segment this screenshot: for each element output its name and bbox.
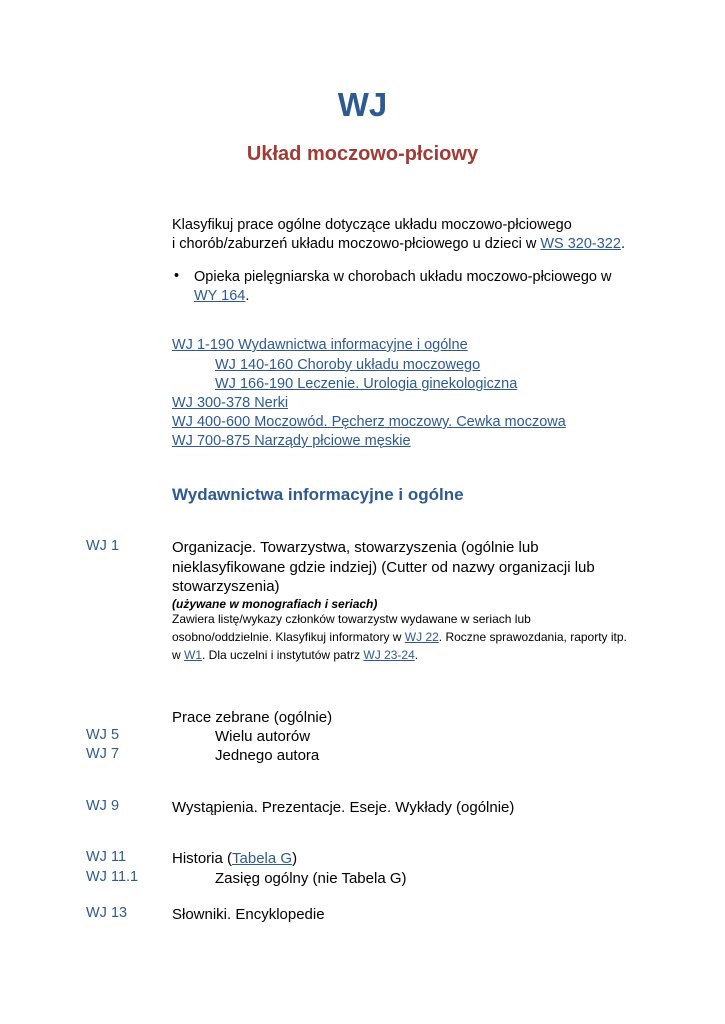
toc-link-wj-140-160[interactable]: WJ 140-160 Choroby układu moczowego	[215, 357, 481, 373]
entry-wj-11-1-label: Zasięg ogólny (nie Tabela G)	[215, 870, 407, 887]
entry-wj-1-note-3-suffix: .	[414, 648, 419, 662]
toc-link-wj-300-378[interactable]: WJ 300-378 Nerki	[172, 395, 289, 411]
entry-wj-11-prefix: Historia (	[172, 850, 233, 867]
entry-wj-13-label: Słowniki. Encyklopedie	[172, 906, 325, 923]
toc-link-wj-700-875[interactable]: WJ 700-875 Narządy płciowe męskie	[172, 433, 411, 449]
entry-wj-1-note-2	[172, 628, 627, 647]
entry-code-wj-7: WJ 7	[86, 746, 120, 762]
page-title: WJ	[337, 86, 388, 123]
section-heading: Wydawnictwa informacyjne i ogólne	[172, 485, 464, 504]
intro-line-1: Klasyfikuj prace ogólne dotyczące układu moczowo-płciowego	[172, 217, 572, 233]
entry-code-wj-11: WJ 11	[86, 849, 127, 865]
entry-code-wj-1: WJ 1	[86, 538, 120, 554]
entry-code-wj-11-1: WJ 11.1	[86, 869, 139, 885]
link-w1[interactable]: W1	[184, 648, 202, 662]
entry-wj-1-line-3: stowarzyszenia)	[172, 578, 280, 595]
entry-wj-1-note-3-mid: . Dla uczelni i instytutów patrz	[202, 648, 364, 662]
entry-code-wj-9: WJ 9	[86, 798, 120, 814]
entry-wj-1-note-2-text: osobno/oddzielnie. Klasyfikuj informatory w	[172, 630, 405, 644]
entry-wj-5-label: Wielu autorów	[215, 728, 311, 745]
entry-wj-9-label: Wystąpienia. Prezentacje. Eseje. Wykłady (ogólnie)	[172, 799, 515, 816]
toc-link-wj-1-190[interactable]: WJ 1-190 Wydawnictwa informacyjne i ogólne	[172, 337, 468, 353]
toc-link-wj-166-190[interactable]: WJ 166-190 Leczenie. Urologia ginekologiczna	[215, 376, 518, 392]
link-wy-164[interactable]: WY 164	[194, 288, 246, 304]
entry-wj-1-note-3-prefix: w	[172, 648, 184, 662]
entry-wj-1-line-1: Organizacje. Towarzystwa, stowarzyszenia (ogólnie lub	[172, 539, 539, 556]
bullet-dot-icon: •	[174, 268, 180, 284]
page-subtitle: Układ moczowo-płciowy	[246, 143, 479, 165]
link-wj-22[interactable]: WJ 22	[404, 630, 439, 644]
entry-wj-1-note-2-suffix: . Roczne sprawozdania, raporty itp.	[438, 630, 627, 644]
collected-works-heading: Prace zebrane (ogólnie)	[172, 709, 333, 726]
bullet-line-1: Opieka pielęgniarska w chorobach układu moczowo-płciowego w	[194, 269, 612, 285]
entry-wj-11-label	[172, 849, 297, 868]
entry-wj-7-label: Jednego autora	[215, 747, 320, 764]
link-ws-320-322[interactable]: WS 320-322	[540, 236, 621, 252]
link-wj-23-24[interactable]: WJ 23-24	[363, 648, 415, 662]
link-tabela-g[interactable]: Tabela G	[232, 850, 293, 867]
entry-wj-11-suffix: )	[292, 850, 298, 867]
bullet-suffix: .	[245, 288, 250, 304]
entry-wj-1-line-2: nieklasyfikowane gdzie indziej) (Cutter od nazwy organizacji lub	[172, 559, 595, 576]
entry-wj-1-note-1: Zawiera listę/wykazy członków towarzystw wydawane w seriach lub	[172, 612, 531, 626]
intro-line-2-suffix: .	[620, 236, 625, 252]
entry-wj-1-note-3	[172, 646, 418, 665]
entry-wj-1-note-italic: (używane w monografiach i seriach)	[172, 597, 378, 611]
entry-code-wj-5: WJ 5	[86, 727, 120, 743]
bullet-line-2	[194, 287, 249, 306]
entry-code-wj-13: WJ 13	[86, 905, 128, 921]
toc-link-wj-400-600[interactable]: WJ 400-600 Moczowód. Pęcherz moczowy. Cewka moczowa	[172, 414, 566, 430]
intro-line-2	[172, 235, 625, 254]
intro-line-2-text: i chorób/zaburzeń układu moczowo-płciowego u dzieci w	[172, 236, 541, 252]
